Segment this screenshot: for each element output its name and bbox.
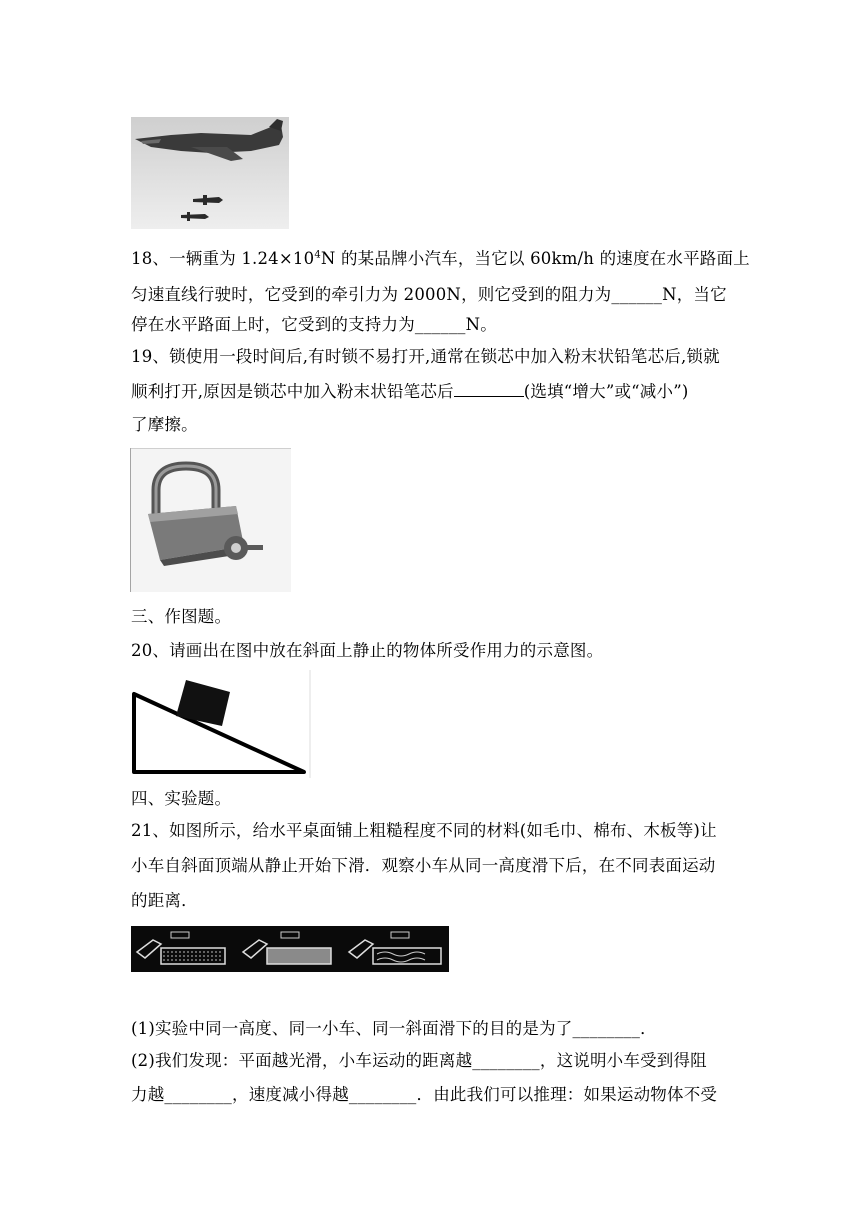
q21-line-2: 小车自斜面顶端从静止开始下滑．观察小车从同一高度滑下后，在不同表面运动: [131, 856, 716, 875]
q21-line-3: 的距离．: [131, 891, 198, 910]
padlock-photo: [130, 448, 291, 592]
q21-sub-2-line-1: (2)我们发现：平面越光滑，小车运动的距离越________，这说明小车受到得阻: [131, 1051, 707, 1070]
section-3-heading: 三、作图题。: [131, 607, 232, 626]
q19-blank: [454, 380, 524, 397]
q18-line-1: 18、一辆重为 $1.24\times 10^4N$ 的某品牌小汽车，当它以 60km/h 的速度在水平路面上: [131, 249, 750, 268]
q20-text: 20、请画出在图中放在斜面上静止的物体所受作用力的示意图。: [131, 641, 604, 660]
q21-sub-2-line-2: 力越________，速度减小得越________．由此我们可以推理：如果运动物体不受: [131, 1085, 718, 1104]
q18-line-3: 停在水平路面上时，它受到的支持力为______N。: [131, 315, 497, 334]
section-4-heading: 四、实验题。: [131, 789, 232, 808]
experiment-strip: [131, 926, 449, 972]
fighter-jet-photo: [131, 117, 289, 229]
q18-line-2: 匀速直线行驶时，它受到的牵引力为 2000N，则它受到的阻力为______N，当它: [131, 285, 727, 304]
q21-sub-1: (1)实验中同一高度、同一小车、同一斜面滑下的目的是为了________．: [131, 1019, 657, 1038]
q21-line-1: 21、如图所示，给水平桌面铺上粗糙程度不同的材料(如毛巾、棉布、木板等)让: [131, 821, 717, 840]
q19-line-2: 顺利打开,原因是锁芯中加入粉末状铅笔芯后 (选填“增大”或“减小”): [131, 382, 689, 401]
q19-line-1: 19、锁使用一段时间后,有时锁不易打开,通常在锁芯中加入粉末状铅笔芯后,锁就: [131, 347, 720, 366]
incline-diagram: [130, 670, 311, 778]
q19-line-3: 了摩擦。: [131, 415, 198, 434]
